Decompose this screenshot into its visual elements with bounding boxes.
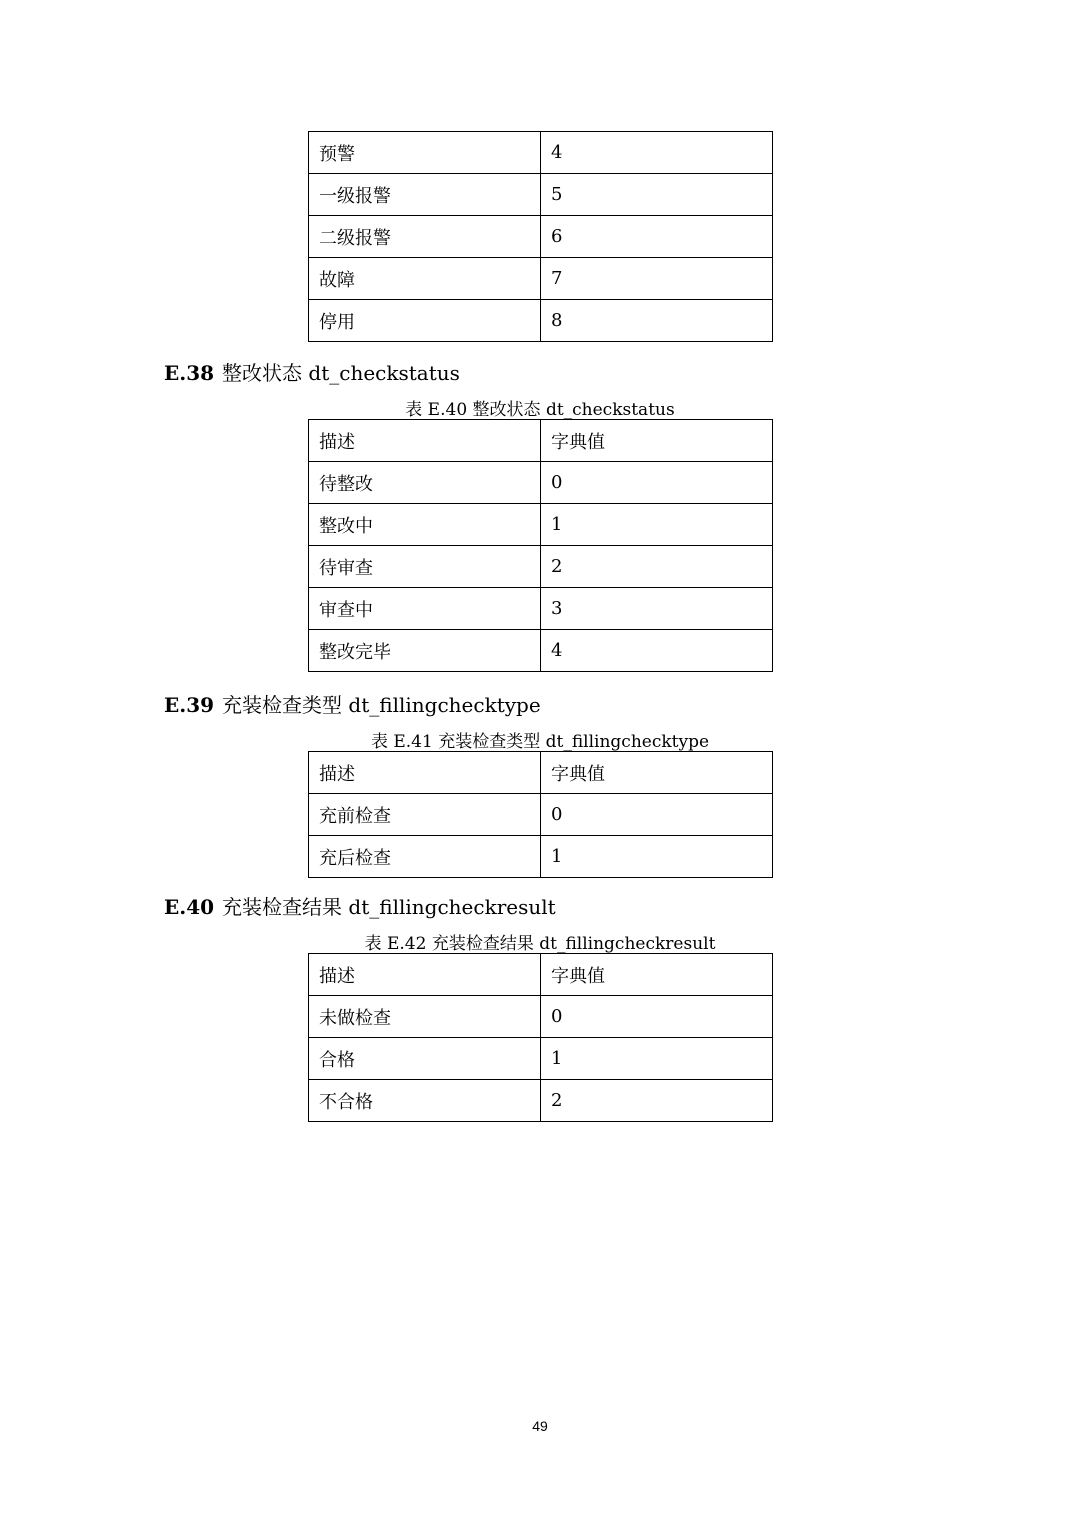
- table-row: [309, 996, 773, 1038]
- section-heading-e40: [164, 891, 556, 920]
- table-row: [309, 794, 773, 836]
- table-cell-value: 1: [541, 1038, 773, 1080]
- table-cell-value: 3: [541, 588, 773, 630]
- table-row: [309, 300, 773, 342]
- table-cell-description: 未做检查: [309, 996, 541, 1038]
- table-cell-description: 充后检查: [309, 836, 541, 878]
- table-cell-value: 0: [541, 794, 773, 836]
- table-cell-value: 6: [541, 216, 773, 258]
- column-header-description: 描述: [309, 752, 541, 794]
- column-header-value: 字典值: [541, 752, 773, 794]
- checkstatus-table: [308, 419, 773, 672]
- table-cell-description: 待审查: [309, 546, 541, 588]
- section-title: 充装检查结果 dt_fillingcheckresult: [222, 895, 556, 919]
- table-cell-description: 二级报警: [309, 216, 541, 258]
- table-cell-value: 2: [541, 546, 773, 588]
- section-title: 充装检查类型 dt_fillingchecktype: [222, 693, 541, 717]
- table-cell-value: 2: [541, 1080, 773, 1122]
- table-cell-value: 0: [541, 462, 773, 504]
- page-number: 49: [532, 1418, 548, 1434]
- section-title: 整改状态 dt_checkstatus: [222, 361, 460, 385]
- table-cell-description: 一级报警: [309, 174, 541, 216]
- table-cell-value: 0: [541, 996, 773, 1038]
- table-cell-value: 1: [541, 504, 773, 546]
- section-number: E.40: [164, 895, 215, 919]
- table-cell-description: 待整改: [309, 462, 541, 504]
- table-caption-e40: 表 E.40 整改状态 dt_checkstatus: [405, 400, 675, 420]
- table-row: [309, 836, 773, 878]
- table-header-row: [309, 752, 773, 794]
- table-cell-description: 整改中: [309, 504, 541, 546]
- section-heading-e39: [164, 689, 541, 718]
- table-row: [309, 504, 773, 546]
- fillingchecktype-table: [308, 751, 773, 878]
- table-cell-value: 4: [541, 630, 773, 672]
- table-row: [309, 258, 773, 300]
- table-cell-description: 审查中: [309, 588, 541, 630]
- section-heading-e38: [164, 357, 460, 386]
- table-cell-description: 预警: [309, 132, 541, 174]
- table-cell-value: 4: [541, 132, 773, 174]
- table-row: [309, 1038, 773, 1080]
- table-cell-value: 8: [541, 300, 773, 342]
- table-row: [309, 216, 773, 258]
- table-cell-description: 故障: [309, 258, 541, 300]
- table-row: [309, 462, 773, 504]
- section-number: E.38: [164, 361, 215, 385]
- table-row: [309, 588, 773, 630]
- column-header-value: 字典值: [541, 954, 773, 996]
- table-row: [309, 1080, 773, 1122]
- column-header-description: 描述: [309, 954, 541, 996]
- table-cell-description: 合格: [309, 1038, 541, 1080]
- table-cell-description: 充前检查: [309, 794, 541, 836]
- table-cell-description: 停用: [309, 300, 541, 342]
- table-header-row: [309, 420, 773, 462]
- table-cell-value: 5: [541, 174, 773, 216]
- table-cell-value: 1: [541, 836, 773, 878]
- table-header-row: [309, 954, 773, 996]
- section-number: E.39: [164, 693, 215, 717]
- table-row: [309, 546, 773, 588]
- table-row: [309, 174, 773, 216]
- table-row: [309, 132, 773, 174]
- table-cell-value: 7: [541, 258, 773, 300]
- table-row: [309, 630, 773, 672]
- table-cell-description: 整改完毕: [309, 630, 541, 672]
- column-header-description: 描述: [309, 420, 541, 462]
- column-header-value: 字典值: [541, 420, 773, 462]
- table-caption-e41: 表 E.41 充装检查类型 dt_fillingchecktype: [370, 732, 710, 752]
- status-table-continued: [308, 131, 773, 342]
- table-cell-description: 不合格: [309, 1080, 541, 1122]
- fillingcheckresult-table: [308, 953, 773, 1122]
- table-caption-e42: 表 E.42 充装检查结果 dt_fillingcheckresult: [364, 934, 716, 954]
